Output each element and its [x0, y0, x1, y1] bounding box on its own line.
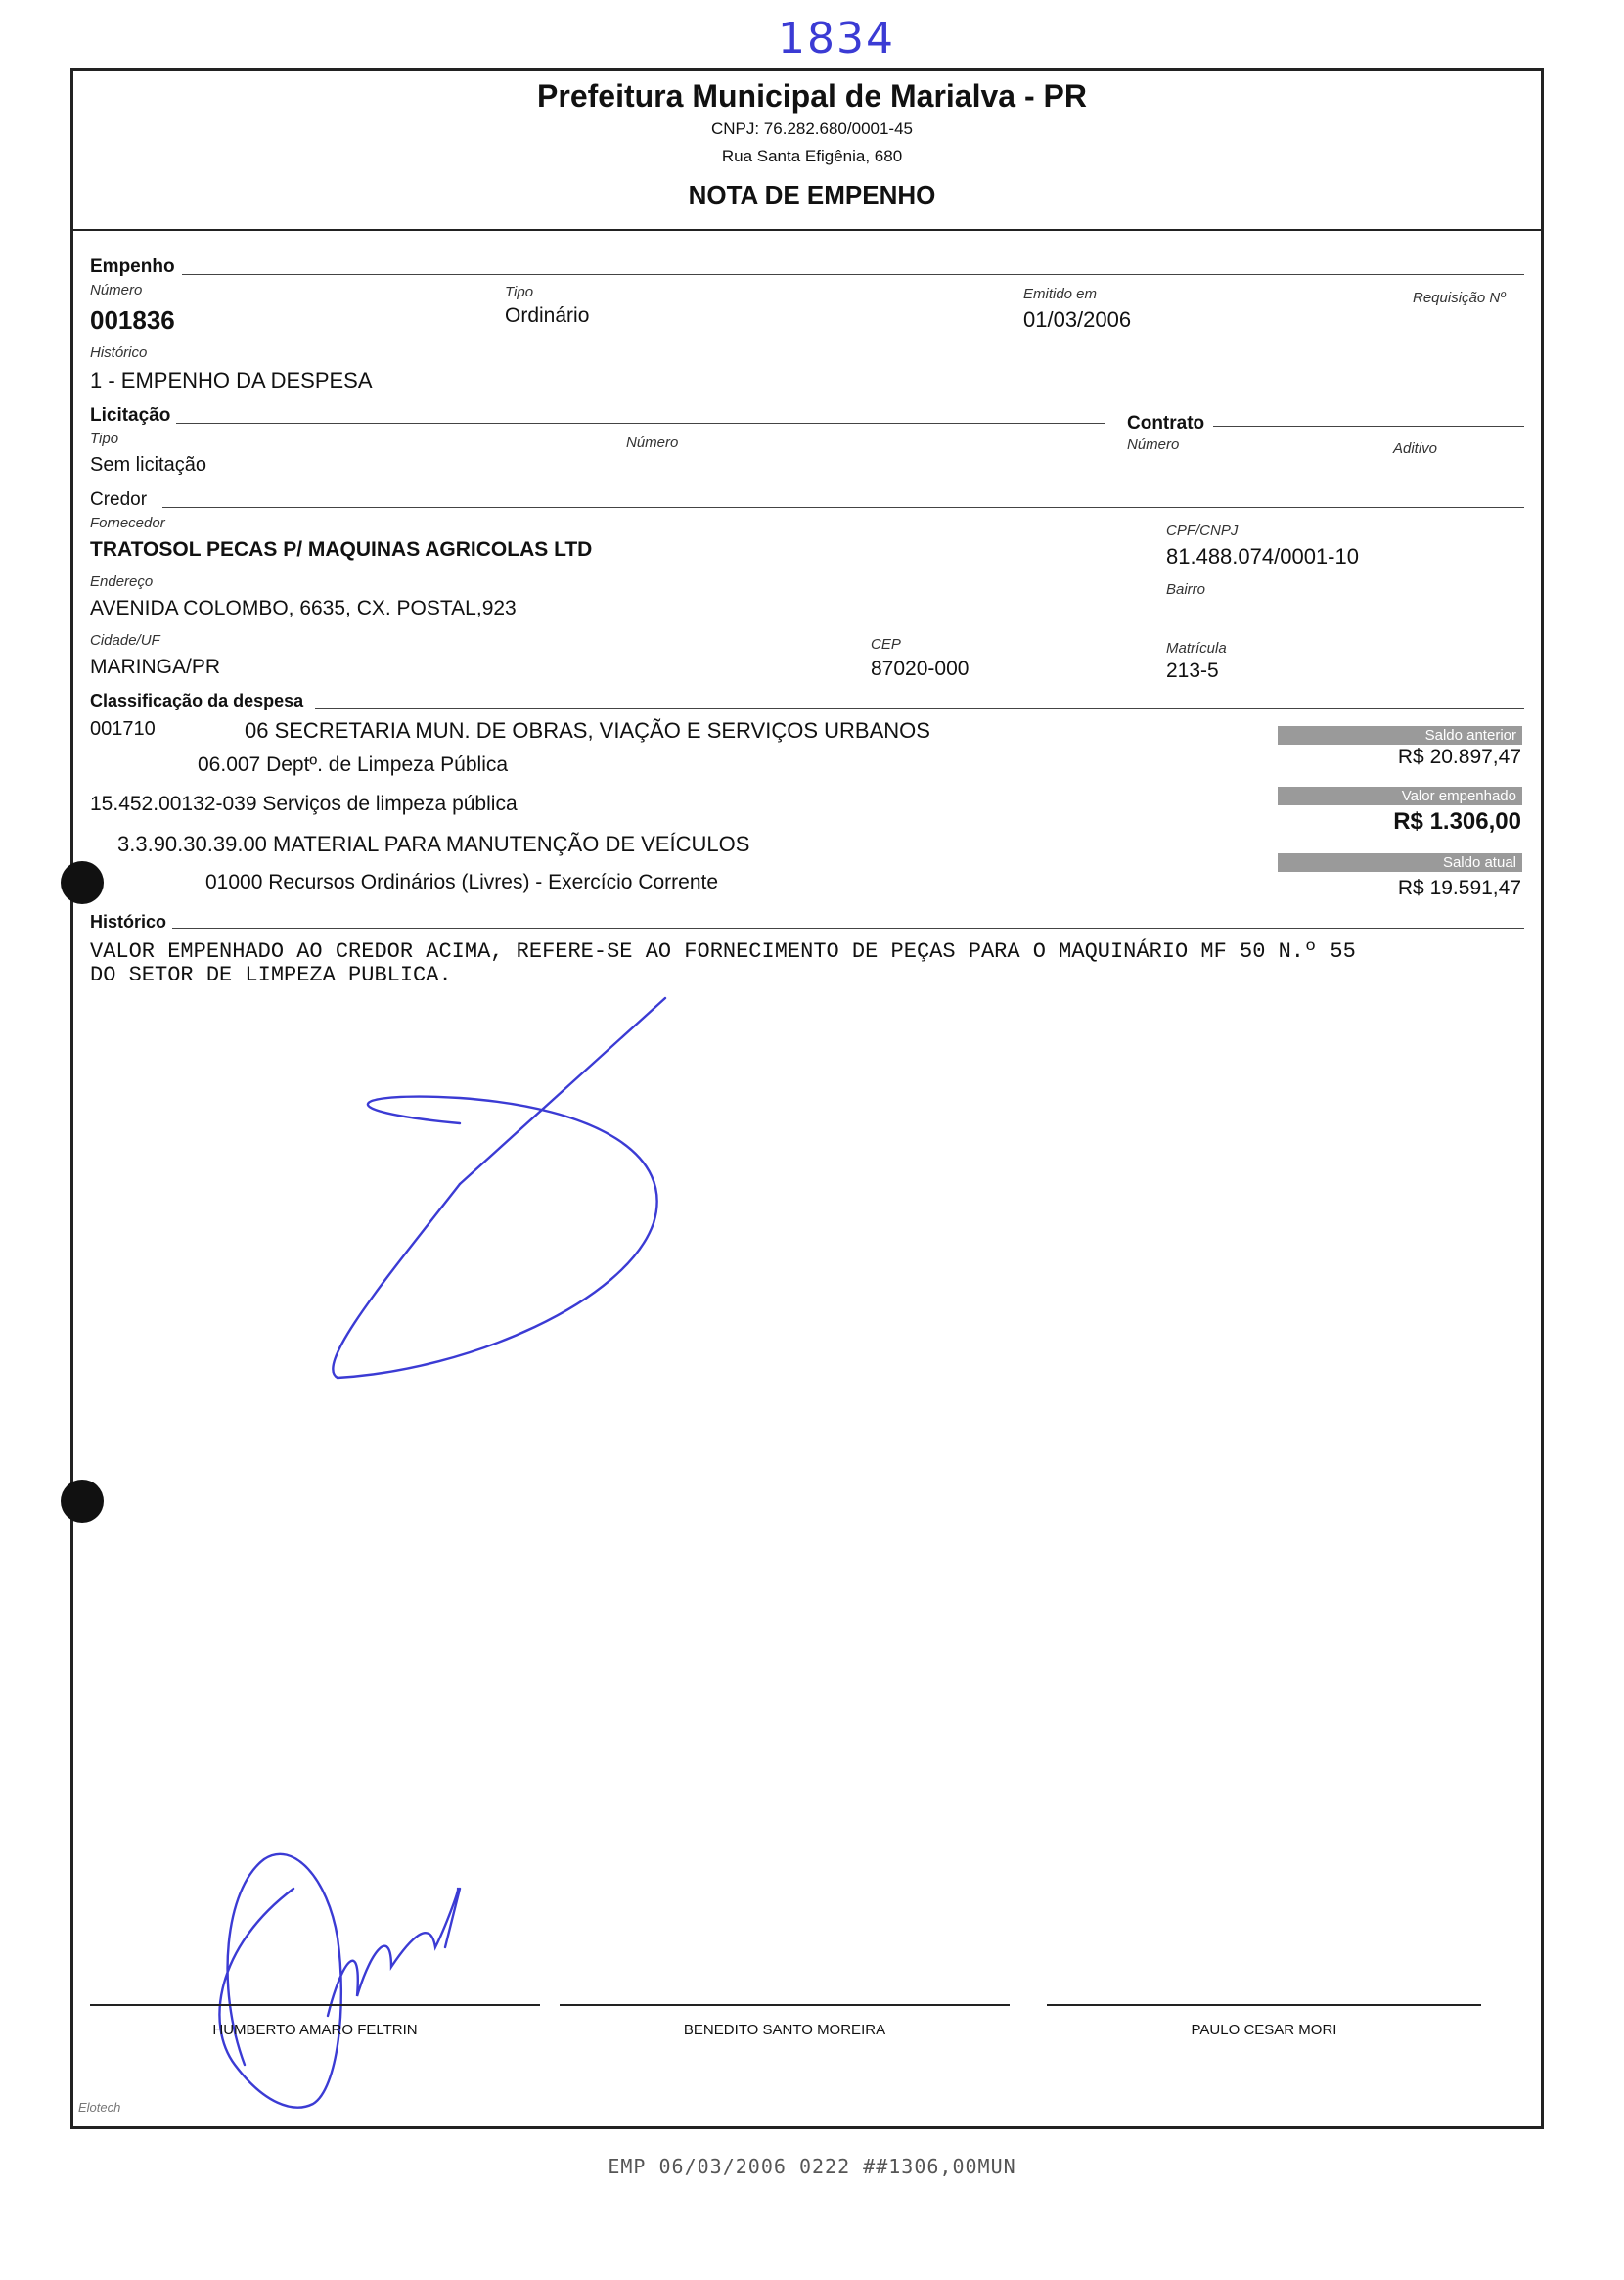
licitacao-tipo: Sem licitação — [90, 454, 206, 476]
handwritten-number: 1834 — [778, 14, 895, 64]
saldo-anterior-box: Saldo anterior — [1278, 726, 1522, 745]
valor-empenhado-box: Valor empenhado — [1278, 787, 1522, 805]
signature-name-3: PAULO CESAR MORI — [1191, 2022, 1337, 2038]
contrato-aditivo-label: Aditivo — [1393, 440, 1438, 457]
matricula-label: Matrícula — [1166, 640, 1227, 657]
classificacao-recurso: 01000 Recursos Ordinários (Livres) - Exercício Corrente — [205, 871, 719, 893]
fornecedor-name: TRATOSOL PECAS P/ MAQUINAS AGRICOLAS LTD — [90, 538, 593, 561]
empenho-historico: 1 - EMPENHO DA DESPESA — [90, 368, 373, 392]
bank-stamp: EMP 06/03/2006 0222 ##1306,00MUN — [608, 2155, 1016, 2178]
cancel-stroke — [460, 998, 665, 1184]
signature-name-2: BENEDITO SANTO MOREIRA — [683, 2022, 886, 2038]
valor-empenhado-value: R$ 1.306,00 — [1393, 808, 1521, 835]
empenho-numero: 001836 — [90, 305, 175, 335]
licitacao-numero-label: Número — [626, 434, 679, 451]
classificacao-funcional: 15.452.00132-039 Serviços de limpeza pública — [90, 793, 518, 815]
binder-hole-bottom — [61, 1480, 104, 1523]
municipality-address: Rua Santa Efigênia, 680 — [721, 147, 903, 165]
empenho-historico-label: Histórico — [90, 344, 148, 361]
contrato-numero-label: Número — [1127, 436, 1180, 453]
bairro-label: Bairro — [1166, 581, 1206, 598]
classificacao-section-title: Classificação da despesa — [90, 691, 304, 710]
requisicao-label: Requisição Nº — [1413, 290, 1506, 306]
saldo-atual-box: Saldo atual — [1278, 853, 1522, 872]
empenho-emitido-label: Emitido em — [1023, 286, 1098, 302]
municipality-cnpj: CNPJ: 76.282.680/0001-45 — [710, 119, 914, 138]
signature-name-1: HUMBERTO AMARO FELTRIN — [212, 2022, 418, 2038]
historico-line-1: VALOR EMPENHADO AO CREDOR ACIMA, REFERE-SE AO FORNECIMENTO DE PEÇAS PARA O MAQUINÁRIO MF 50 N.º 55 — [90, 939, 1356, 964]
cancel-scribble — [333, 1097, 656, 1378]
endereco-label: Endereço — [90, 573, 154, 590]
handwritten-signature — [219, 1854, 460, 2108]
document-title: NOTA DE EMPENHO — [688, 180, 936, 209]
cep-label: CEP — [871, 636, 901, 653]
cpf-value: 81.488.074/0001-10 — [1166, 544, 1359, 569]
empenho-tipo-label: Tipo — [505, 284, 534, 300]
classificacao-elemento: 3.3.90.30.39.00 MATERIAL PARA MANUTENÇÃO DE VEÍCULOS — [117, 832, 750, 856]
saldo-anterior-value: R$ 20.897,47 — [1397, 746, 1521, 768]
cep-value: 87020-000 — [871, 658, 970, 680]
classificacao-unidade: 06.007 Deptº. de Limpeza Pública — [198, 753, 509, 776]
historico-line-2: DO SETOR DE LIMPEZA PUBLICA. — [90, 963, 452, 987]
signature-line-1 — [90, 2004, 540, 2006]
empenho-numero-label: Número — [90, 282, 143, 298]
fornecedor-label: Fornecedor — [90, 515, 165, 531]
binder-hole-top — [61, 861, 104, 904]
matricula-value: 213-5 — [1166, 660, 1219, 682]
municipality-title: Prefeitura Municipal de Marialva - PR — [537, 78, 1087, 114]
credor-section-title: Credor — [90, 489, 148, 510]
classificacao-orgao: 06 SECRETARIA MUN. DE OBRAS, VIAÇÃO E SERVIÇOS URBANOS — [245, 718, 930, 743]
licitacao-tipo-label: Tipo — [90, 431, 119, 447]
licitacao-section-title: Licitação — [90, 405, 171, 426]
empenho-emitido: 01/03/2006 — [1023, 307, 1132, 332]
empenho-tipo: Ordinário — [505, 304, 590, 327]
cidade-value: MARINGA/PR — [90, 656, 221, 678]
classificacao-code: 001710 — [90, 718, 156, 740]
signature-line-3 — [1047, 2004, 1481, 2006]
historico-section-title: Histórico — [90, 912, 167, 932]
signature-line-2 — [560, 2004, 1010, 2006]
contrato-section-title: Contrato — [1127, 413, 1205, 433]
empenho-section-title: Empenho — [90, 256, 175, 277]
system-footer: Elotech — [78, 2100, 121, 2115]
saldo-atual-value: R$ 19.591,47 — [1397, 877, 1521, 899]
cidade-label: Cidade/UF — [90, 632, 160, 649]
endereco-value: AVENIDA COLOMBO, 6635, CX. POSTAL,923 — [90, 597, 517, 619]
cpf-label: CPF/CNPJ — [1166, 523, 1239, 539]
